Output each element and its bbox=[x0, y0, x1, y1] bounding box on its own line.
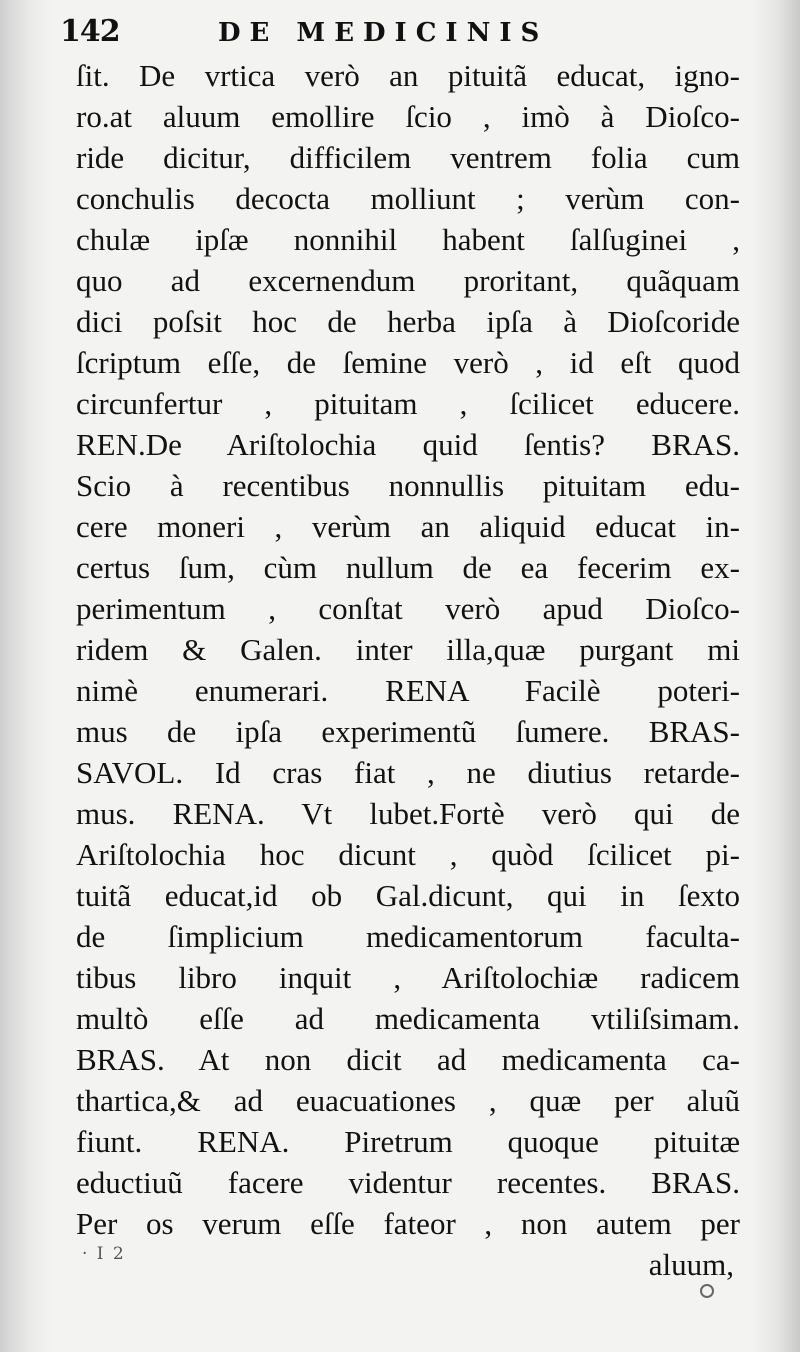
page-header bbox=[60, 8, 750, 52]
text-line: thartica,& ad euacuationes , quæ per aluũ bbox=[76, 1083, 740, 1118]
page-edge-shadow bbox=[752, 0, 800, 1352]
text-line: SAVOL. Id cras fiat , ne diutius retarde- bbox=[76, 755, 740, 790]
gutter-shadow bbox=[0, 0, 52, 1352]
text-line: multò eſſe ad medicamenta vtiliſsimam. bbox=[76, 1001, 740, 1036]
text-line: nimè enumerari. RENA Facilè poteri- bbox=[76, 673, 740, 708]
text-line: circunfertur , pituitam , ſcilicet educere. bbox=[76, 386, 740, 421]
body-text bbox=[76, 55, 740, 1285]
text-line: ſit. De vrtica verò an pituitã educat, igno- bbox=[76, 58, 740, 93]
text-line: Ariſtolochia hoc dicunt , quòd ſcilicet pi- bbox=[76, 837, 740, 872]
text-line: mus. RENA. Vt lubet.Fortè verò qui de bbox=[76, 796, 740, 831]
text-line: REN.De Ariſtolochia quid ſentis? BRAS. bbox=[76, 427, 740, 462]
text-line: cere moneri , verùm an aliquid educat in- bbox=[76, 509, 740, 544]
text-line: chulæ ipſæ nonnihil habent ſalſuginei , bbox=[76, 222, 740, 257]
paper-blemish bbox=[700, 1284, 714, 1298]
text-line: fiunt. RENA. Piretrum quoque pituitæ bbox=[76, 1124, 740, 1159]
catchword: aluum, bbox=[648, 1247, 734, 1282]
text-line: Per os verum eſſe fateor , non autem per bbox=[76, 1206, 740, 1241]
text-line: tuitã educat,id ob Gal.dicunt, qui in ſexto bbox=[76, 878, 740, 913]
text-line: ride dicitur, difficilem ventrem folia cum bbox=[76, 140, 740, 175]
text-line: Scio à recentibus nonnullis pituitam edu- bbox=[76, 468, 740, 503]
text-line: tibus libro inquit , Ariſtolochiæ radicem bbox=[76, 960, 740, 995]
signature-mark: · I 2 bbox=[82, 1244, 126, 1264]
text-line: certus ſum, cùm nullum de ea fecerim ex- bbox=[76, 550, 740, 585]
text-line: de ſimplicium medicamentorum faculta- bbox=[76, 919, 740, 954]
text-line: dici poſsit hoc de herba ipſa à Dioſcoride bbox=[76, 304, 740, 339]
text-line: ridem & Galen. inter illa,quæ purgant mi bbox=[76, 632, 740, 667]
text-line: quo ad excernendum proritant, quãquam bbox=[76, 263, 740, 298]
text-line: ſcriptum eſſe, de ſemine verò , id eſt quod bbox=[76, 345, 740, 380]
running-head: DE MEDICINIS bbox=[218, 18, 549, 48]
text-line: mus de ipſa experimentũ ſumere. BRAS- bbox=[76, 714, 740, 749]
text-line: conchulis decocta molliunt ; verùm con- bbox=[76, 181, 740, 216]
text-line: BRAS. At non dicit ad medicamenta ca- bbox=[76, 1042, 740, 1077]
text-line: ro.at aluum emollire ſcio , imò à Dioſco- bbox=[76, 99, 740, 134]
page-number: 142 bbox=[60, 14, 120, 49]
text-line: eductiuũ facere videntur recentes. BRAS. bbox=[76, 1165, 740, 1200]
text-line: perimentum , conſtat verò apud Dioſco- bbox=[76, 591, 740, 626]
